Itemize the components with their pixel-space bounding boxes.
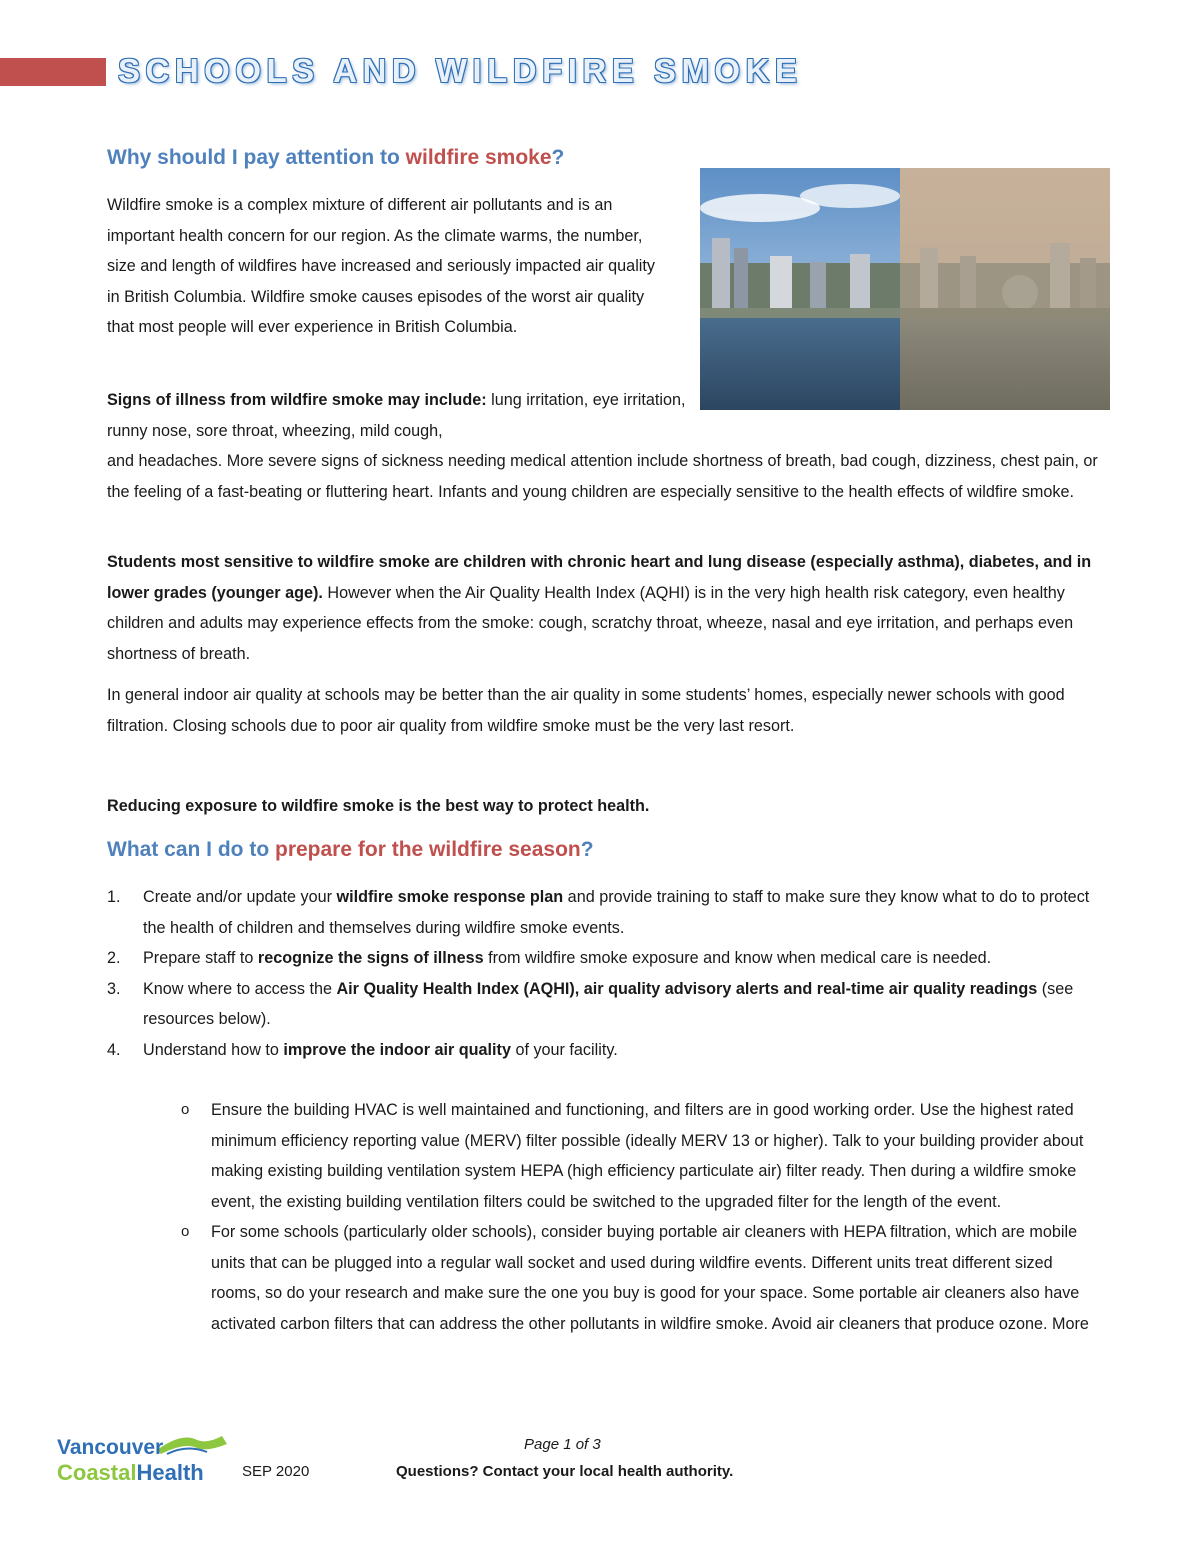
intro-paragraph: Wildfire smoke is a complex mixture of different air pollutants and is an important health concern for our region. As the climate warms, the number, size and length of wildfires have increased and seriously impacted air quality in British Columbia. Wildfire smoke causes episodes of the worst air quality that most people will ever experience in British Columbia. <box>107 196 655 336</box>
footer-contact: Questions? Contact your local health authority. <box>396 1463 734 1480</box>
section-heading-prepare: What can I do to prepare for the wildfire season? <box>107 838 594 861</box>
footer-date: SEP 2020 <box>242 1463 310 1480</box>
sub-list-item: o For some schools (particularly older schools), consider buying portable air cleaners with HEPA filtration, which are mobile units that can be plugged into a regular wall socket and used during wildfire events. Different units treat different sized rooms, so do your research and make sure the one you buy is good for your space. Some portable air cleaners also have activated carbon filters that can address the other pollutants in wildfire smoke. Avoid air cleaners that produce ozone. More <box>181 1223 1089 1333</box>
logo-text-vancouver: Vancouver <box>57 1436 164 1459</box>
header-red-bar <box>0 58 106 86</box>
students-paragraph: Students most sensitive to wildfire smoke are children with chronic heart and lung disease (especially asthma), diabetes, and in lower grades (younger age). However when the Air Quality Health Index (AQHI) is in the very high health risk category, even healthy children and adults may experience effects from the smoke: cough, scratchy throat, wheeze, nasal and eye irritation, and perhaps even shortness of breath. <box>107 553 1092 663</box>
signs-paragraph-top: Signs of illness from wildfire smoke may include: lung irritation, eye irritation, runny nose, sore throat, wheezing, mild cough, <box>107 391 686 440</box>
signs-paragraph-rest: and headaches. More severe signs of sickness needing medical attention include shortness of breath, bad cough, dizziness, chest pain, or the feeling of a fast-beating or fluttering heart. Infants and young children are especially sensitive to the health effects of wildfire smoke. <box>107 452 1098 501</box>
logo-text-coastal-health: CoastalHealth <box>57 1460 204 1485</box>
smoke-comparison-photo <box>700 168 1110 410</box>
prepare-steps-list <box>107 882 1097 1065</box>
vch-logo <box>57 1430 232 1488</box>
list-item: 2. Prepare staff to recognize the signs of illness from wildfire smoke exposure and know when medical care is needed. <box>107 949 992 967</box>
list-item: 1. Create and/or update your wildfire smoke response plan and provide training to staff to make sure they know what to do to protect the health of children and themselves during wildfire smoke events. <box>107 888 1090 937</box>
indoor-paragraph: In general indoor air quality at schools may be better than the air quality in some students’ homes, especially newer schools with good filtration. Closing schools due to poor air quality from wildfire smoke must be the very last resort. <box>107 686 1065 735</box>
section-heading-why: Why should I pay attention to wildfire smoke? <box>107 146 565 169</box>
city-skyline-image <box>700 168 1110 410</box>
list-item: 4. Understand how to improve the indoor air quality of your facility. <box>107 1040 618 1059</box>
iaq-sub-list <box>107 1095 1097 1339</box>
reducing-statement: Reducing exposure to wildfire smoke is the best way to protect health. <box>107 797 650 815</box>
page-title: SCHOOLS AND WILDFIRE SMOKE <box>118 52 803 89</box>
sub-list-item: o Ensure the building HVAC is well maintained and functioning, and filters are in good working order. Use the highest rated minimum efficiency reporting value (MERV) filter possible (ideally MERV 13 or higher). Talk to your building provider about making existing building ventilation system HEPA (high efficiency particulate air) filter ready. Then during a wildfire smoke event, the existing building ventilation filters could be switched to the upgraded filter for the length of the event. <box>181 1101 1084 1211</box>
list-item: 3. Know where to access the Air Quality Health Index (AQHI), air quality advisory alerts and real-time air quality readings (see resources below). <box>107 979 1074 1028</box>
page-number: Page 1 of 3 <box>524 1436 601 1453</box>
